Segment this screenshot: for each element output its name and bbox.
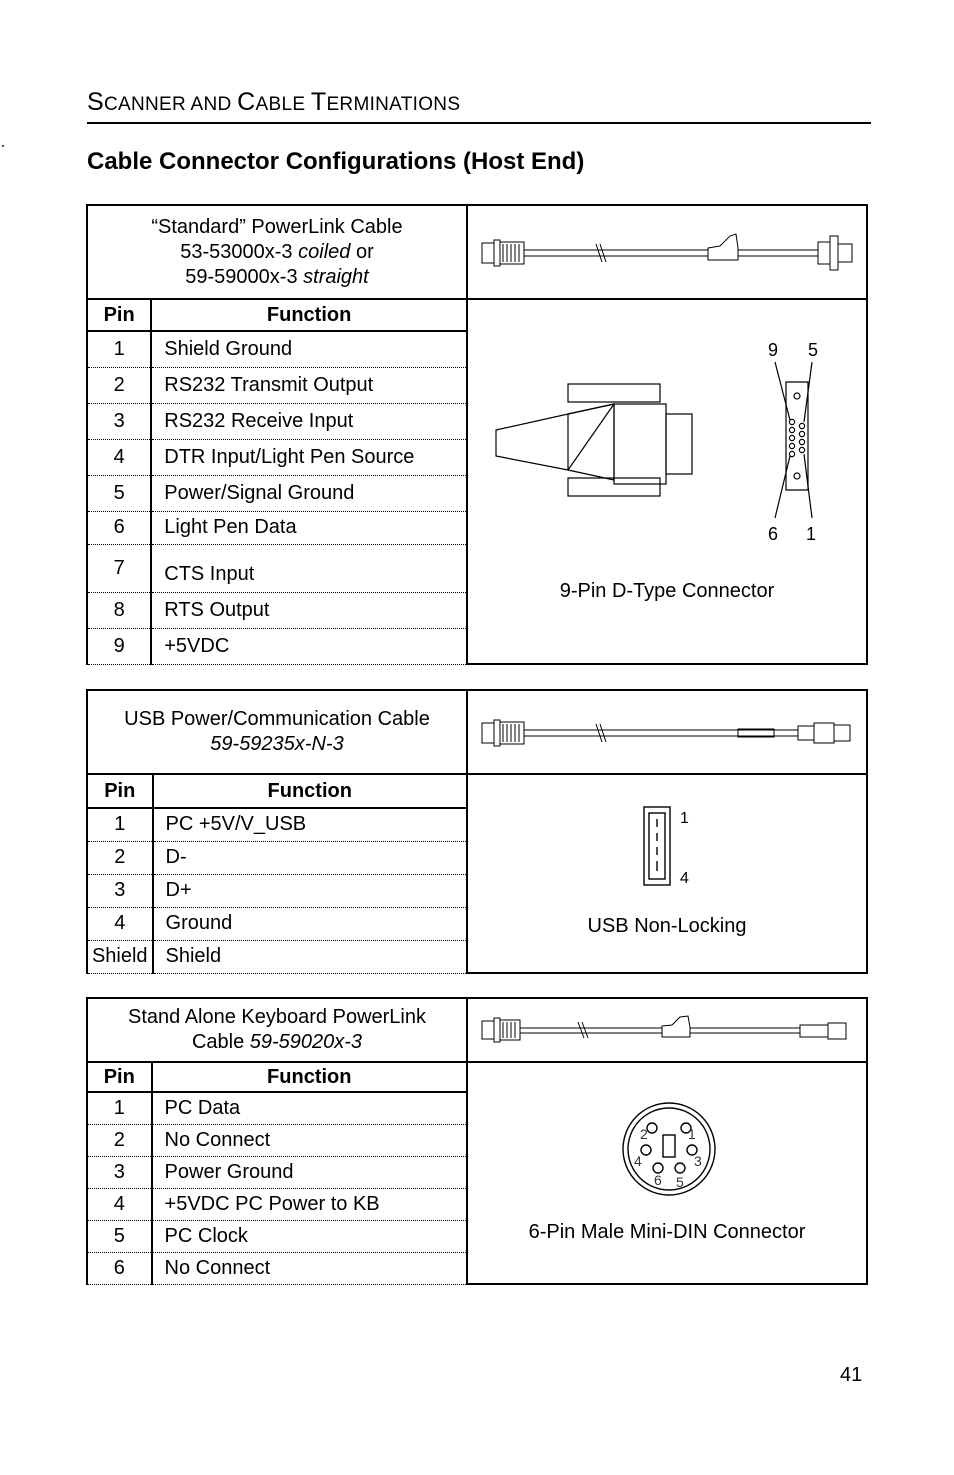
- usb-port-drawing: [468, 781, 866, 921]
- table-row: 5 PC Clock: [87, 1220, 867, 1252]
- function-header: Function: [152, 1062, 467, 1092]
- stray-dot: [2, 145, 4, 147]
- table-row: 8 RTS Output: [87, 592, 867, 628]
- table-row: 3 Power Ground: [87, 1156, 867, 1188]
- table-row: 3 RS232 Receive Input: [87, 403, 867, 439]
- pin-header: Pin: [87, 1062, 152, 1092]
- db9-connector-figure: [467, 299, 867, 664]
- cable-illustration: [467, 205, 867, 299]
- table-row: 3 D+: [87, 874, 867, 907]
- cable-title: “Standard” PowerLink Cable 53-53000x-3 coiled or 59-59000x-3 straight: [87, 205, 467, 299]
- pin-label-1: 1: [806, 524, 817, 544]
- cable-title: Stand Alone Keyboard PowerLink Cable 59-59020x-3: [87, 998, 467, 1062]
- function-header: Function: [153, 774, 467, 808]
- db9-cable-drawing: [468, 206, 866, 296]
- minidin-cable-drawing: [468, 999, 866, 1059]
- cable-illustration: [467, 998, 867, 1062]
- table-row: 4 Ground: [87, 907, 867, 940]
- table-row: 4 +5VDC PC Power to KB: [87, 1188, 867, 1220]
- usb-connector-figure: [467, 774, 867, 973]
- keyboard-pin-table: [86, 997, 868, 1285]
- din-pin-label-6: 6: [654, 1172, 662, 1188]
- usb-pin-table: [86, 689, 868, 974]
- usb-cable-drawing: [468, 691, 866, 771]
- din-pin-label-5: 5: [676, 1174, 684, 1190]
- powerlink-pin-table: [86, 204, 868, 665]
- section-header: [87, 88, 871, 124]
- table-row: 4 DTR Input/Light Pen Source: [87, 439, 867, 475]
- pin-label-9: 9: [768, 340, 779, 360]
- pin-label-5: 5: [808, 340, 819, 360]
- connector-caption: 9-Pin D-Type Connector: [559, 580, 775, 602]
- din-pin-label-4: 4: [634, 1153, 642, 1169]
- table-row: 2 D-: [87, 841, 867, 874]
- function-header: Function: [151, 299, 467, 331]
- cable-illustration: [467, 690, 867, 774]
- page-title: Cable Connector Configurations (Host End): [87, 148, 585, 175]
- pin-header: Pin: [87, 299, 151, 331]
- table-row: 1 PC +5V/V_USB: [87, 808, 867, 841]
- cable-title: USB Power/Communication Cable 59-59235x-N-3: [87, 690, 467, 774]
- pin-header: Pin: [87, 774, 153, 808]
- table-row: 6 No Connect: [87, 1252, 867, 1284]
- table-row: 2 No Connect: [87, 1124, 867, 1156]
- table-row: 9 +5VDC: [87, 628, 867, 664]
- usb-pin-label-4: 4: [680, 870, 689, 887]
- table-row: 5 Power/Signal Ground: [87, 475, 867, 511]
- minidin-connector-figure: [467, 1062, 867, 1284]
- section-title: SCANNER AND CABLE TERMINATIONS: [87, 88, 461, 116]
- connector-caption: 6-Pin Male Mini-DIN Connector: [528, 1221, 806, 1243]
- table-row: 1 PC Data: [87, 1092, 867, 1124]
- page-number: 41: [840, 1364, 863, 1386]
- connector-caption: USB Non-Locking: [587, 915, 747, 937]
- table-row: 6 Light Pen Data: [87, 511, 867, 544]
- table-row: 7 CTS Input: [87, 544, 867, 592]
- table-row: 2 RS232 Transmit Output: [87, 367, 867, 403]
- pin-label-6: 6: [768, 524, 779, 544]
- din-pin-label-2: 2: [640, 1126, 648, 1142]
- din-pin-label-3: 3: [694, 1153, 702, 1169]
- din-pin-label-1: 1: [688, 1126, 696, 1142]
- table-row: Shield Shield: [87, 940, 867, 973]
- table-row: 1 Shield Ground: [87, 331, 867, 367]
- usb-pin-label-1: 1: [680, 810, 689, 827]
- minidin-face-drawing: [468, 1071, 866, 1221]
